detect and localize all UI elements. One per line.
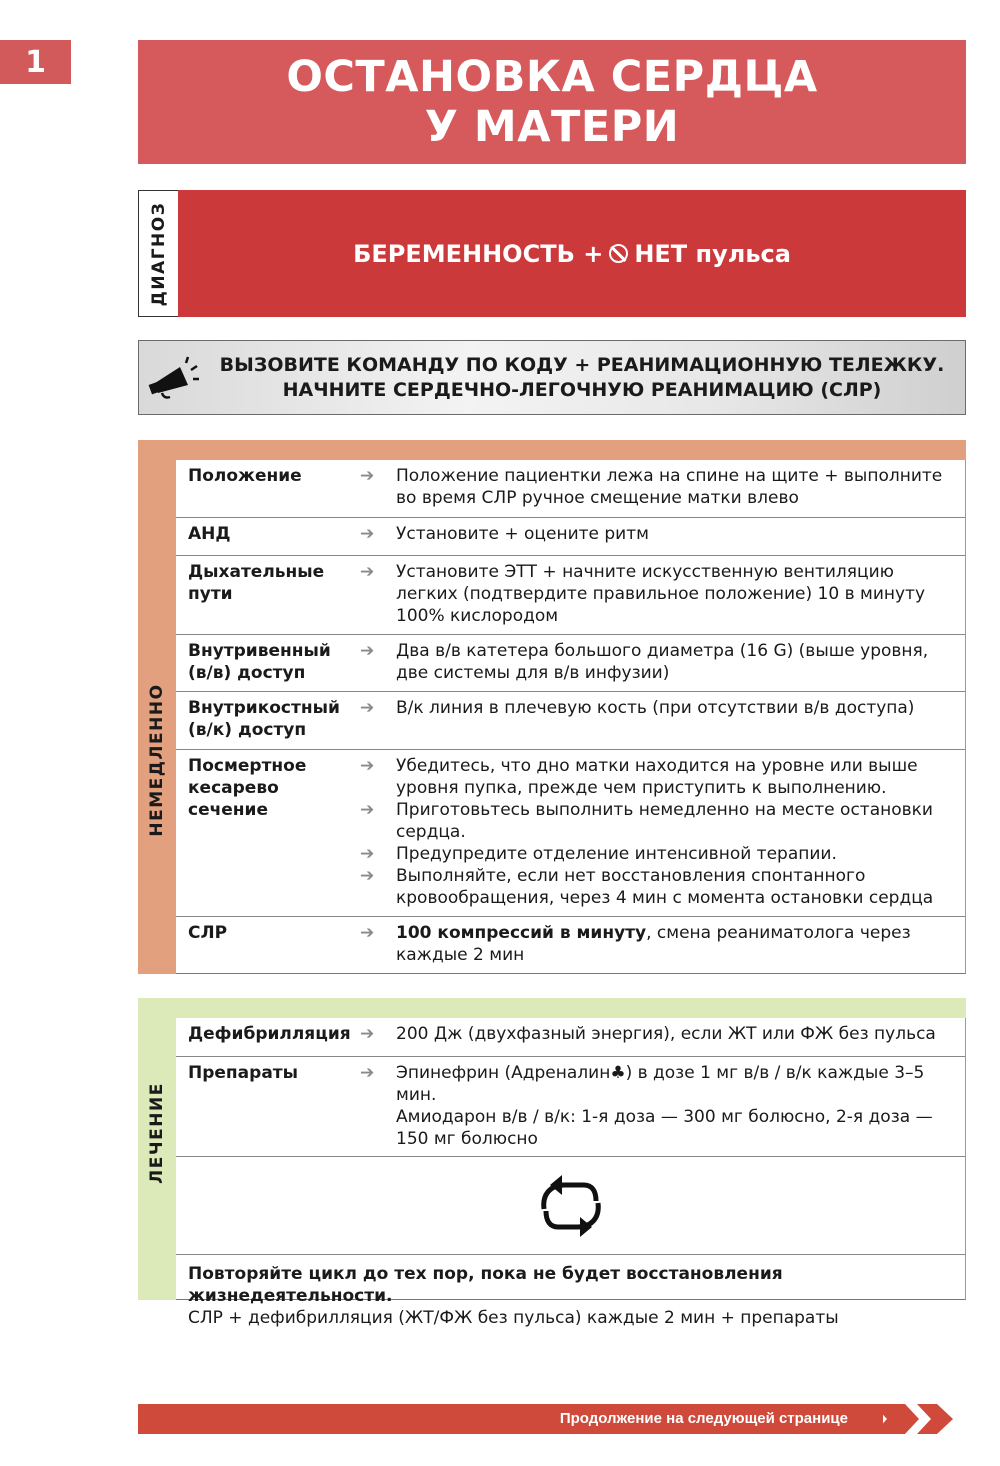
megaphone-icon bbox=[139, 341, 209, 414]
arrow-right-icon: ➔ bbox=[360, 756, 375, 776]
diagnosis-block bbox=[138, 190, 966, 317]
table-row: Посмертное кесарево сечение ➔ Убедитесь, что дно матки находится на уровне или выше уровня пупка, прежде чем приступить к выполнению. ➔ Приготовьтесь выполнить немедленно на месте остановки сердца. ➔ Предупредите отделение интенсивной терапии. ➔ Выполняйте, если нет восстановления спонтанного кровообращения, через 4 мин с момента остановки сердца bbox=[176, 749, 965, 916]
continue-banner[interactable] bbox=[138, 1404, 966, 1434]
arrow-right-icon: ➔ bbox=[360, 800, 375, 820]
arrow-right-icon: ➔ bbox=[360, 844, 375, 864]
table-row: Дыхательные пути ➔ Установите ЭТТ + начните искусственную вентиляцию легких (подтвердите правильное положение) 10 в минуту 100% кислородом bbox=[176, 555, 965, 634]
table-row: АНД ➔ Установите + оцените ритм bbox=[176, 517, 965, 555]
diagnosis-text: БЕРЕМЕННОСТЬ + НЕТ пульса bbox=[178, 190, 966, 317]
treatment-section bbox=[138, 998, 966, 1328]
page-number: 1 bbox=[0, 40, 71, 84]
table-row: Дефибрилляция ➔ 200 Дж (двухфазный энергия), если ЖТ или ФЖ без пульса bbox=[188, 1024, 936, 1044]
call-line-1: ВЫЗОВИТЕ КОМАНДУ ПО КОДУ + РЕАНИМАЦИОННУЮ ТЕЛЕЖКУ. bbox=[219, 353, 945, 376]
arrow-right-icon: ➔ bbox=[360, 923, 375, 943]
no-symbol-icon bbox=[609, 244, 628, 263]
table-row: Положение ➔ Положение пациентки лежа на спине на щите + выполните во время СЛР ручное смещение матки влево bbox=[188, 466, 943, 508]
arrow-right-icon: ➔ bbox=[360, 866, 375, 886]
table-row: Препараты ➔ Эпинефрин (Адреналин♣) в дозе 1 мг в/в / в/к каждые 3–5 мин. Амиодарон в/в / в/к: 1-я доза — 300 мг болюсно, 2-я доза — 150 мг болюсно bbox=[176, 1056, 965, 1156]
title-line-1: ОСТАНОВКА СЕРДЦА bbox=[286, 52, 818, 102]
arrow-right-icon: ➔ bbox=[360, 466, 375, 486]
call-to-action-banner bbox=[138, 340, 966, 415]
table-row: Внутрикостный (в/к) доступ ➔ В/к линия в плечевую кость (при отсутствии в/в доступа) bbox=[176, 691, 965, 749]
call-line-2: НАЧНИТЕ СЕРДЕЧНО-ЛЕГОЧНУЮ РЕАНИМАЦИЮ (СЛР) bbox=[282, 378, 882, 401]
immediately-table bbox=[176, 460, 966, 974]
treatment-side-label: ЛЕЧЕНИЕ bbox=[147, 1082, 167, 1184]
double-chevron-right-icon bbox=[873, 1404, 968, 1434]
immediately-section bbox=[138, 440, 966, 974]
page-title bbox=[138, 40, 966, 164]
table-row: СЛР ➔ 100 компрессий в минуту, смена реаниматолога через каждые 2 мин bbox=[176, 916, 965, 972]
diagnosis-side-label: ДИАГНОЗ bbox=[138, 190, 178, 317]
arrow-right-icon: ➔ bbox=[360, 524, 375, 544]
arrow-right-icon: ➔ bbox=[360, 698, 375, 718]
repeat-cycle-icon bbox=[176, 1156, 965, 1254]
continue-label: Продолжение на следующей странице bbox=[559, 1410, 848, 1427]
arrow-right-icon: ➔ bbox=[360, 1063, 375, 1083]
treatment-table bbox=[176, 1018, 966, 1328]
immediately-side-label: НЕМЕДЛЕННО bbox=[147, 683, 167, 837]
arrow-right-icon: ➔ bbox=[360, 562, 375, 582]
title-line-2: У МАТЕРИ bbox=[424, 102, 680, 152]
repeat-instruction: Повторяйте цикл до тех пор, пока не будет восстановления жизнедеятельности. СЛР + дефибрилляция (ЖТ/ФЖ без пульса) каждые 2 мин + препараты bbox=[176, 1254, 965, 1337]
table-row: Внутривенный (в/в) доступ ➔ Два в/в катетера большого диаметра (16 G) (выше уровня, две системы для в/в инфузии) bbox=[176, 634, 965, 691]
arrow-right-icon: ➔ bbox=[360, 641, 375, 661]
arrow-right-icon: ➔ bbox=[360, 1024, 375, 1044]
